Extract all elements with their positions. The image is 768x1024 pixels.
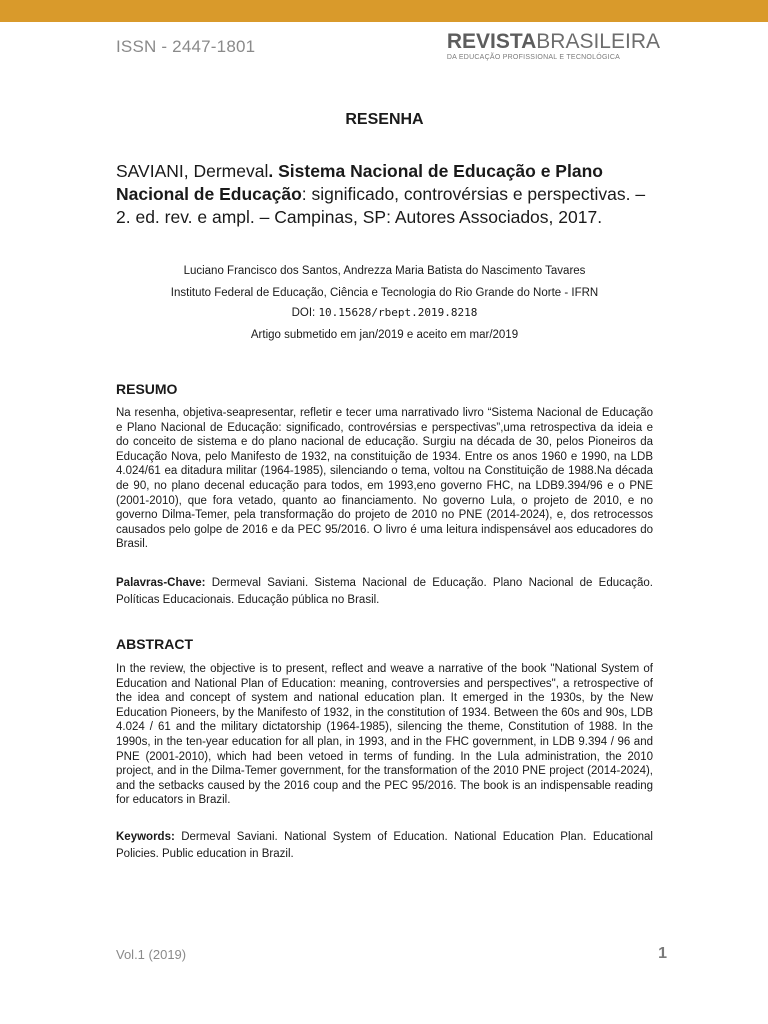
palavras-chave-list: Dermeval Saviani. Sistema Nacional de Educação. Plano Nacional de Educação. Políticas Educacionais. Educação pública no Brasil.: [116, 577, 653, 606]
journal-name-bold: REVISTA: [446, 30, 537, 53]
issn-label: ISSN - 2447-1801: [116, 37, 256, 56]
keywords-label: Keywords:: [116, 831, 175, 843]
doi-link[interactable]: 10.15628/rbept.2019.8218: [318, 306, 478, 319]
reference-title: Sistema Nacional de Educação e Plano Nacional de Educação: [116, 161, 603, 204]
doi-label: DOI:: [291, 307, 319, 319]
article-doi: [116, 306, 653, 320]
resumo-heading: RESUMO: [116, 381, 178, 397]
section-title: RESENHA: [345, 111, 424, 128]
resumo-text: Na resenha, objetiva-seapresentar, refletir e tecer uma narrativado livro “Sistema Nacional de Educação e Plano Nacional de Educação: significado, controvérsias e perspectivas”,uma retrospectiva da ideia e do conceito de sistema e do plano nacional de educação. Surgiu na década de 30, pelos Pioneiros da Educação Nova, pelo Manifesto de 1932, na constituição de 1934. Entre os anos 1960 e 1990, na LDB 4.024/61 ea ditadura militar (1964-1985), silenciando o tema, voltou na Constituição de 1988.Na década de 90, no plano decenal educação para todos, em 1993,eno governo FHC, na LDB9.394/96 e o PNE (2001-2010), que fora vetado, quanto ao financiamento. No governo Lula, o projeto de 2010, e no governo Dilma-Temer, pela transformação do projeto de 2010 no PNE (2014-2024), e, dos retrocessos causados pelo golpe de 2016 e da PEC 95/2016. O livro é uma leitura indispensável aos educadores do Brasil.: [116, 407, 653, 551]
journal-subtitle: DA EDUCAÇÃO PROFISSIONAL E TECNOLÓGICA: [446, 54, 621, 61]
abstract-heading: ABSTRACT: [116, 636, 193, 652]
palavras-chave-label: Palavras-Chave:: [116, 577, 206, 589]
submission-dates: Artigo submetido em jan/2019 e aceito em mar/2019: [250, 329, 519, 341]
book-reference: [116, 160, 653, 229]
top-accent-bar: [0, 0, 768, 22]
article-institution: Instituto Federal de Educação, Ciência e Tecnologia do Rio Grande do Norte - IFRN: [170, 287, 599, 299]
journal-name: [447, 30, 660, 54]
abstract-text: In the review, the objective is to present, reflect and weave a narrative of the book "National System of Education and National Plan of Education: meaning, controversies and perspectives", a retrospective of the idea and concept of system and national education plan. It emerged in the 1930s, by the New Education Pioneers, by the Manifesto of 1932, in the constitution of 1934. Between the 60s and 90s, LDB 4.024 / 61 and the military dictatorship (1964-1985), silencing the theme, Constitution of 1988. In the 1990s, in the ten-year education for all plan, in 1993, and in the FHC government, in LDB 9.394 / 96 and PNE (2001-2010), which had been vetoed in terms of funding. In the Lula administration, the 2010 project, and in the Dilma-Temer government, for the transformation of the 2010 PNE project (2014-2024), and the setbacks caused by the 2016 coup and the PEC 95/2016. The book is an indispensable reading for educators in Brazil.: [116, 663, 653, 807]
footer-volume: Vol.1 (2019): [116, 947, 187, 962]
journal-name-light: BRASILEIRA: [536, 30, 660, 53]
keywords-list: Dermeval Saviani. National System of Education. National Education Plan. Educational Policies. Public education in Brazil.: [116, 831, 653, 860]
reference-subtitle: : significado, controvérsias e perspectivas. – 2. ed. rev. e ampl. – Campinas, SP: Autores Associados, 2017.: [116, 184, 646, 227]
page-number: 1: [658, 945, 667, 962]
journal-logo: [447, 30, 660, 61]
article-authors: Luciano Francisco dos Santos, Andrezza Maria Batista do Nascimento Tavares: [183, 265, 586, 277]
palavras-chave: [116, 575, 653, 609]
keywords: [116, 829, 653, 863]
reference-period: .: [268, 161, 274, 181]
reference-author: SAVIANI, Dermeval: [116, 161, 269, 181]
